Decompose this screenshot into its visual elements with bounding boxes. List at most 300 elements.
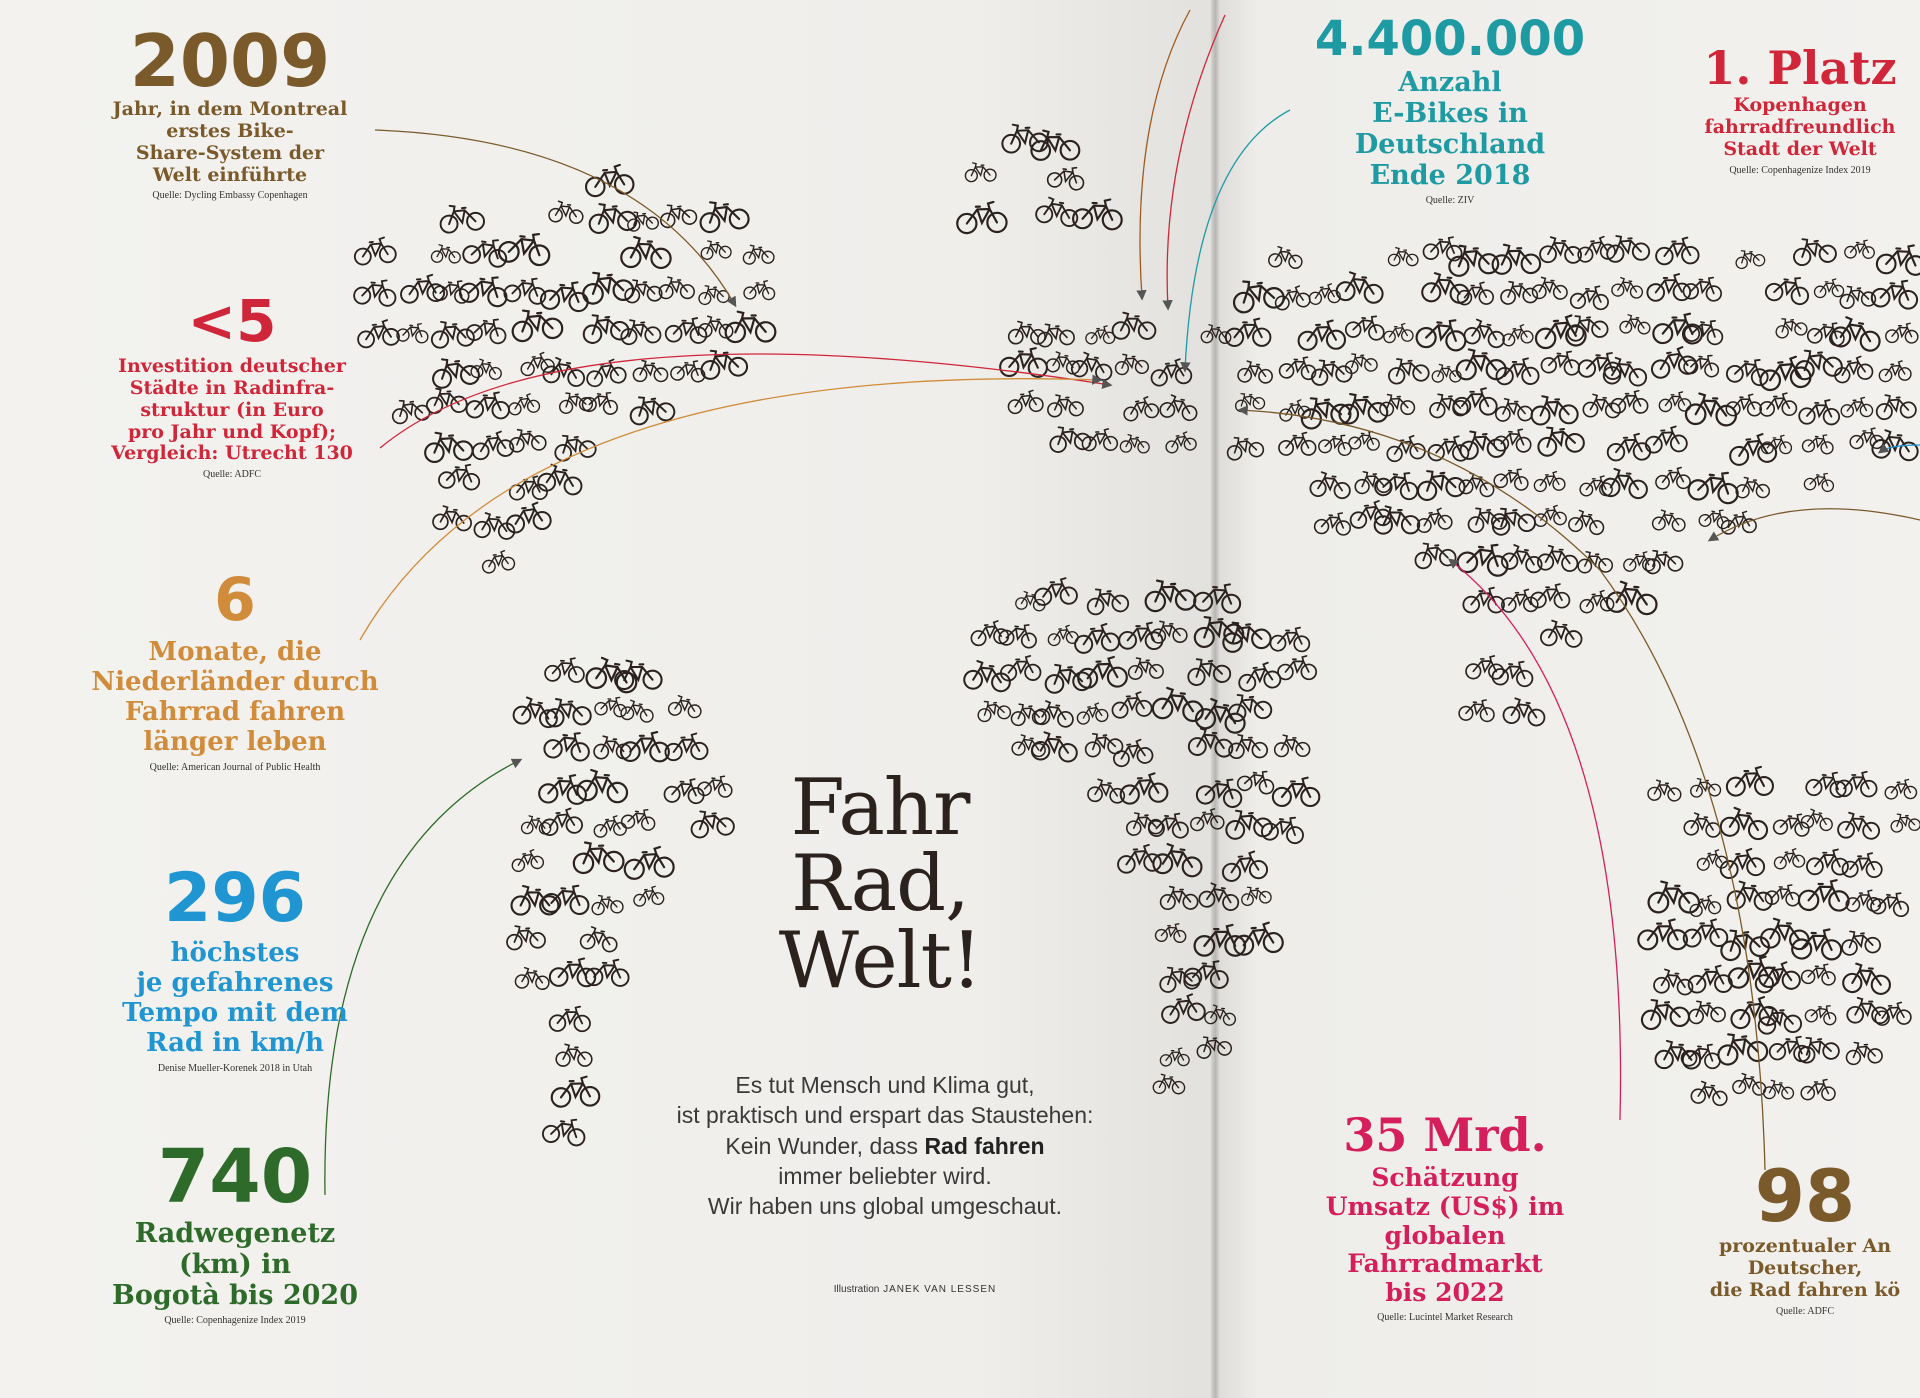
fact-prozent-source: Quelle: ADFC bbox=[1775, 1305, 1835, 1317]
bicycle-drawing bbox=[542, 1116, 587, 1147]
fact-platz-text: Kopenhagen fahrradfreundlich Stadt der Welt bbox=[1704, 94, 1896, 160]
bicycle-drawing bbox=[1160, 993, 1205, 1024]
bicycle-drawing bbox=[1773, 848, 1805, 869]
bicycle-drawing bbox=[1653, 969, 1693, 995]
bicycle-drawing bbox=[1308, 283, 1341, 305]
fact-tempo-text: höchstes je gefahrenes Tempo mit dem Rad in km/h bbox=[122, 938, 348, 1058]
bicycle-drawing bbox=[540, 808, 582, 836]
fact-bogota-source: Quelle: Copenhagenize Index 2019 bbox=[164, 1315, 306, 1327]
bicycle-drawing bbox=[1190, 808, 1225, 831]
bicycle-drawing bbox=[699, 347, 748, 380]
intro-line-5: Wir haben uns global umgeschaut. bbox=[707, 1193, 1063, 1220]
bicycle-drawing bbox=[1031, 731, 1078, 762]
fact-monate-value: 6 bbox=[214, 565, 256, 635]
bicycle-drawing bbox=[1310, 471, 1352, 499]
bicycle-drawing bbox=[1414, 540, 1457, 569]
bicycle-drawing bbox=[1607, 433, 1650, 460]
bicycle-drawing bbox=[1186, 655, 1231, 685]
bicycle-drawing bbox=[1653, 313, 1702, 343]
fact-bogota bbox=[60, 1134, 410, 1327]
bicycle-drawing bbox=[1345, 313, 1386, 341]
bicycle-drawing bbox=[1501, 589, 1538, 612]
fact-umsatz-source: Quelle: Lucintel Market Research bbox=[1377, 1311, 1513, 1323]
bicycle-drawing bbox=[700, 239, 731, 259]
fact-ebikes-text: Anzahl E-Bikes in Deutschland Ende 2018 bbox=[1354, 67, 1546, 192]
credit-label: Illustration bbox=[833, 1284, 880, 1295]
bicycle-drawing bbox=[511, 307, 563, 342]
bicycle-drawing bbox=[462, 236, 509, 268]
bicycle-drawing bbox=[1112, 738, 1154, 767]
fact-bogota-text: Radwegenetz (km) in Bogotà bis 2020 bbox=[112, 1218, 358, 1312]
bicycle-drawing bbox=[670, 359, 705, 382]
bicycle-drawing bbox=[1009, 321, 1046, 343]
bicycle-drawing bbox=[1007, 390, 1043, 414]
bicycle-drawing bbox=[1540, 620, 1582, 647]
bicycle-drawing bbox=[400, 274, 445, 303]
bicycle-drawing bbox=[1620, 314, 1651, 334]
bicycle-drawing bbox=[431, 355, 480, 389]
bicycle-drawing bbox=[582, 389, 619, 415]
bicycle-drawing bbox=[620, 318, 661, 345]
bicycle-drawing bbox=[1792, 928, 1842, 959]
bicycle-drawing bbox=[965, 162, 996, 182]
bicycle-drawing bbox=[594, 736, 631, 759]
bicycle-drawing bbox=[1011, 702, 1047, 725]
bicycle-drawing bbox=[1047, 394, 1083, 417]
bicycle-drawing bbox=[1188, 728, 1233, 757]
fact-montreal-value: 2009 bbox=[129, 19, 331, 103]
fact-prozent-text: prozentualer An Deutscher, die Rad fahren kö bbox=[1709, 1235, 1901, 1301]
bicycle-drawing bbox=[1336, 271, 1385, 303]
bicycle-drawing bbox=[743, 244, 774, 264]
bicycle-drawing bbox=[1806, 770, 1847, 797]
bicycle-drawing bbox=[1012, 734, 1046, 757]
intro-line-4: immer beliebter wird. bbox=[778, 1163, 992, 1190]
illustration-credit bbox=[780, 1284, 1050, 1295]
fact-umsatz-value: 35 Mrd. bbox=[1343, 1108, 1547, 1162]
bicycle-drawing bbox=[591, 893, 624, 915]
bicycle-drawing bbox=[1279, 355, 1316, 379]
bicycle-drawing bbox=[1086, 586, 1129, 616]
bicycle-drawing bbox=[1119, 773, 1168, 805]
credit-name: JANEK VAN LESSEN bbox=[883, 1284, 997, 1295]
bicycle-drawing bbox=[474, 512, 516, 539]
bicycle-drawing bbox=[1870, 890, 1910, 917]
bicycle-drawing bbox=[1652, 510, 1686, 532]
bicycle-drawing bbox=[481, 549, 516, 573]
bicycle-drawing bbox=[1195, 1033, 1232, 1059]
intro-line-1: Es tut Mensch und Klima gut, bbox=[735, 1072, 1035, 1098]
bicycle-drawing bbox=[1466, 656, 1504, 679]
bicycle-drawing bbox=[1699, 507, 1731, 529]
bicycle-drawing bbox=[1536, 423, 1585, 457]
bicycle-drawing bbox=[1841, 929, 1881, 956]
bicycle-drawing bbox=[1416, 467, 1466, 501]
bicycle-drawing bbox=[1876, 393, 1917, 420]
bicycle-drawing bbox=[1448, 243, 1499, 277]
fact-umsatz-text: Schätzung Umsatz (US$) im globalen Fahrradmarkt bis 2022 bbox=[1325, 1163, 1565, 1307]
bicycle-drawing bbox=[1876, 244, 1920, 276]
bicycle-drawing bbox=[1656, 467, 1691, 489]
bicycle-drawing bbox=[1387, 356, 1430, 385]
pointer-arrow bbox=[360, 379, 1100, 640]
bicycle-drawing bbox=[1270, 627, 1310, 652]
bicycle-drawing bbox=[1683, 317, 1724, 345]
bicycle-drawing bbox=[513, 696, 560, 728]
bicycle-drawing bbox=[1122, 396, 1159, 422]
bicycle-drawing bbox=[1119, 622, 1163, 649]
bicycle-drawing bbox=[1801, 962, 1836, 985]
bicycle-drawing bbox=[1683, 352, 1720, 378]
bicycle-drawing bbox=[963, 660, 1011, 692]
bicycle-drawing bbox=[594, 695, 627, 717]
bicycle-drawing bbox=[1691, 1081, 1729, 1106]
bicycle-drawing bbox=[1726, 394, 1761, 416]
bicycle-drawing bbox=[1457, 349, 1506, 379]
bicycle-drawing bbox=[659, 201, 698, 228]
bicycle-drawing bbox=[1459, 429, 1506, 459]
bicycle-drawing bbox=[1221, 850, 1268, 881]
bicycle-drawing bbox=[1492, 244, 1540, 274]
pointer-arrow bbox=[1167, 15, 1225, 308]
bicycle-drawing bbox=[1492, 660, 1534, 687]
bicycle-drawing bbox=[1463, 318, 1506, 348]
bicycle-drawing bbox=[1799, 879, 1849, 910]
bicycle-drawing bbox=[1047, 624, 1079, 646]
bicycle-drawing bbox=[633, 886, 664, 907]
bicycle-drawing bbox=[539, 774, 587, 805]
bicycle-drawing bbox=[1415, 507, 1452, 533]
bicycle-drawing bbox=[390, 396, 430, 424]
bicycle-drawing bbox=[537, 463, 584, 495]
bicycle-drawing bbox=[1204, 1004, 1236, 1025]
bicycle-drawing bbox=[1221, 618, 1272, 653]
bicycle-drawing bbox=[1159, 394, 1199, 421]
bicycle-drawing bbox=[506, 924, 546, 950]
bicycle-drawing bbox=[1805, 1002, 1838, 1025]
bicycle-drawing bbox=[1606, 581, 1658, 615]
bicycle-drawing bbox=[1298, 320, 1345, 350]
fact-tempo bbox=[60, 859, 410, 1074]
bicycle-drawing bbox=[1388, 248, 1418, 266]
bicycle-drawing bbox=[1120, 434, 1150, 453]
bicycle-drawing bbox=[1493, 466, 1529, 491]
bicycle-drawing bbox=[957, 202, 1007, 234]
bicycle-drawing bbox=[1047, 164, 1086, 191]
bicycle-drawing bbox=[621, 807, 656, 830]
bicycle-drawing bbox=[1583, 394, 1621, 418]
bicycle-drawing bbox=[507, 393, 540, 416]
bicycle-drawing bbox=[1076, 702, 1109, 725]
bicycle-drawing bbox=[471, 358, 503, 379]
pointer-arrow bbox=[1140, 10, 1190, 298]
bicycle-drawing bbox=[1845, 1041, 1882, 1065]
bicycle-drawing bbox=[1541, 349, 1581, 376]
bicycle-drawing bbox=[998, 621, 1038, 648]
bicycle-drawing bbox=[1084, 730, 1124, 757]
bicycle-drawing bbox=[1885, 779, 1917, 799]
bicycle-drawing bbox=[1843, 963, 1892, 995]
bicycle-drawing bbox=[550, 1006, 591, 1031]
fact-investition-value: <5 bbox=[187, 287, 277, 355]
bicycle-drawing bbox=[511, 886, 558, 915]
bicycle-drawing bbox=[509, 427, 547, 452]
bicycle-drawing bbox=[1234, 390, 1265, 412]
bicycle-drawing bbox=[353, 237, 396, 266]
fact-prozent bbox=[1690, 1160, 1920, 1317]
bicycle-drawing bbox=[1696, 849, 1728, 871]
bicycle-drawing bbox=[1160, 886, 1197, 909]
bicycle-drawing bbox=[584, 164, 634, 197]
fact-montreal-source: Quelle: Dycling Embassy Copenhagen bbox=[152, 190, 308, 202]
bicycle-drawing bbox=[1071, 351, 1114, 381]
bicycle-drawing bbox=[1344, 351, 1378, 374]
bicycle-drawing bbox=[1624, 552, 1655, 572]
bicycle-drawing bbox=[1074, 623, 1120, 654]
pointer-arrow bbox=[1185, 110, 1290, 370]
bicycle-drawing bbox=[1796, 1033, 1840, 1064]
bicycle-drawing bbox=[1196, 775, 1244, 808]
bicycle-drawing bbox=[1534, 314, 1586, 348]
bicycle-drawing bbox=[1814, 279, 1844, 298]
bicycle-drawing bbox=[1804, 471, 1835, 492]
bicycle-drawing bbox=[623, 846, 674, 879]
bicycle-drawing bbox=[1878, 360, 1911, 382]
fact-platz-source: Quelle: Copenhagenize Index 2019 bbox=[1729, 164, 1871, 176]
fact-montreal bbox=[80, 19, 380, 202]
bicycle-drawing bbox=[1240, 884, 1272, 906]
bicycle-drawing bbox=[1422, 273, 1470, 304]
bicycle-drawing bbox=[1227, 691, 1272, 721]
bicycle-drawing bbox=[1044, 662, 1092, 694]
bicycle-drawing bbox=[1765, 273, 1811, 305]
bicycle-drawing bbox=[976, 698, 1011, 722]
bicycle-drawing bbox=[1611, 391, 1648, 413]
bicycle-drawing bbox=[540, 280, 589, 312]
bicycle-drawing bbox=[424, 430, 473, 462]
intro-line-3-start: Kein Wunder, dass bbox=[725, 1132, 925, 1159]
bicycle-drawing bbox=[1383, 323, 1413, 343]
bicycle-drawing bbox=[1155, 923, 1186, 943]
bicycle-drawing bbox=[1001, 656, 1041, 681]
bicycle-drawing bbox=[1226, 319, 1271, 346]
bicycle-drawing bbox=[1416, 316, 1468, 351]
bicycle-drawing bbox=[1034, 578, 1077, 606]
bicycle-drawing bbox=[1279, 433, 1316, 456]
bicycle-drawing bbox=[1645, 426, 1687, 453]
bicycle-drawing bbox=[1164, 431, 1197, 454]
bicycle-drawing bbox=[1198, 882, 1240, 911]
fact-investition-text: Investition deutscher Städte in Radinfra- struktur (in Euro pro Jahr und Kopf); Vergleich: Utrecht 130 bbox=[111, 355, 353, 465]
bicycle-drawing bbox=[1531, 584, 1570, 608]
bicycle-drawing bbox=[1534, 471, 1566, 492]
bicycle-drawing bbox=[668, 695, 703, 719]
bicycle-drawing bbox=[1349, 500, 1392, 529]
bicycle-drawing bbox=[1463, 588, 1504, 613]
bicycle-drawing bbox=[1801, 808, 1834, 831]
bicycle-drawing bbox=[1734, 248, 1765, 270]
bicycle-drawing bbox=[1792, 235, 1837, 266]
bicycle-drawing bbox=[586, 959, 630, 986]
bicycle-drawing bbox=[1648, 780, 1681, 801]
intro-line-2: ist praktisch und erspart das Staustehen: bbox=[676, 1102, 1094, 1129]
bicycle-drawing bbox=[1726, 356, 1770, 386]
bicycle-drawing bbox=[1226, 434, 1265, 461]
bicycle-drawing bbox=[1115, 353, 1149, 375]
bicycle-drawing bbox=[1850, 428, 1883, 448]
bicycle-drawing bbox=[1830, 316, 1882, 352]
bicycle-drawing bbox=[1726, 767, 1773, 796]
bicycle-drawing bbox=[1073, 198, 1123, 229]
fact-umsatz bbox=[1295, 1108, 1595, 1323]
bicycle-drawing bbox=[1501, 324, 1534, 347]
pointer-arrow bbox=[1710, 509, 1920, 540]
bicycle-drawing bbox=[459, 272, 510, 307]
bicycle-drawing bbox=[1278, 656, 1316, 680]
bicycle-drawing bbox=[521, 816, 551, 834]
bicycle-drawing bbox=[1886, 323, 1919, 343]
bicycle-drawing bbox=[431, 319, 475, 348]
bicycle-drawing bbox=[498, 230, 551, 266]
bicycle-drawing bbox=[1687, 468, 1740, 504]
bicycle-drawing bbox=[1841, 397, 1873, 417]
bicycle-drawing bbox=[659, 277, 694, 298]
bicycle-drawing bbox=[1540, 237, 1582, 263]
bicycle-drawing bbox=[1728, 433, 1777, 466]
fact-tempo-source: Denise Mueller-Korenek 2018 in Utah bbox=[157, 1062, 313, 1074]
bicycle-drawing bbox=[1570, 285, 1609, 310]
bicycle-drawing bbox=[1875, 1002, 1912, 1025]
bicycle-drawing bbox=[1128, 657, 1164, 680]
bicycle-drawing bbox=[1237, 661, 1281, 691]
bicycle-drawing bbox=[1683, 919, 1727, 947]
bicycle-drawing bbox=[1839, 284, 1876, 309]
intro-line-3-bold: Rad fahren bbox=[924, 1132, 1045, 1159]
bicycle-drawing bbox=[1126, 811, 1163, 835]
bicycle-drawing bbox=[665, 316, 707, 343]
bicycle-drawing bbox=[1720, 807, 1769, 841]
bicycle-drawing bbox=[1763, 1080, 1793, 1099]
bicycle-drawing bbox=[665, 733, 708, 760]
bicycle-drawing bbox=[698, 198, 750, 233]
bicycle-drawing bbox=[1774, 315, 1807, 338]
bicycle-drawing bbox=[553, 431, 597, 462]
bicycle-drawing bbox=[431, 244, 460, 263]
bicycle-drawing bbox=[1034, 700, 1075, 728]
headline-title: Fahr Rad, Welt! bbox=[778, 763, 982, 1006]
bicycle-drawing bbox=[1716, 1030, 1768, 1065]
fact-tempo-value: 296 bbox=[164, 859, 306, 938]
bicycle-drawing bbox=[1268, 246, 1302, 269]
bicycle-drawing bbox=[1638, 919, 1687, 949]
bicycle-drawing bbox=[1568, 509, 1606, 535]
bicycle-drawing bbox=[543, 729, 590, 761]
bicycle-drawing bbox=[585, 358, 627, 387]
bicycle-drawing bbox=[1802, 433, 1834, 455]
bicycle-drawing bbox=[725, 311, 775, 342]
pointer-arrow bbox=[1450, 560, 1621, 1120]
fact-ebikes-source: Quelle: ZIV bbox=[1425, 195, 1475, 207]
bicycle-drawing bbox=[1274, 735, 1309, 757]
bicycle-drawing bbox=[1113, 313, 1156, 339]
bicycle-drawing bbox=[1611, 277, 1643, 299]
bicycle-drawing bbox=[1537, 545, 1578, 571]
bicycle-drawing bbox=[1846, 890, 1880, 911]
fact-monate-text: Monate, die Niederländer durch Fahrrad fahren länger leben bbox=[91, 637, 379, 757]
bicycle-drawing bbox=[1318, 432, 1353, 456]
bicycle-drawing bbox=[438, 463, 480, 490]
fact-ebikes-value: 4.400.000 bbox=[1314, 11, 1586, 67]
bicycle-drawing bbox=[515, 967, 550, 990]
bicycle-drawing bbox=[1496, 398, 1533, 421]
bicycle-drawing bbox=[466, 315, 508, 344]
bicycle-drawing bbox=[1659, 392, 1691, 412]
bicycle-drawing bbox=[1031, 130, 1079, 160]
bicycle-drawing bbox=[1799, 399, 1840, 425]
bicycle-drawing bbox=[1871, 278, 1918, 309]
bicycle-drawing bbox=[1688, 999, 1726, 1024]
bicycle-drawing bbox=[1578, 350, 1623, 380]
bicycle-drawing bbox=[633, 360, 667, 381]
bicycle-drawing bbox=[1194, 582, 1242, 613]
intro-text bbox=[655, 1070, 1115, 1222]
bicycle-drawing bbox=[1501, 544, 1544, 574]
bicycle-drawing bbox=[1145, 579, 1196, 612]
fact-investition-source: Quelle: ADFC bbox=[202, 469, 262, 481]
bicycle-drawing bbox=[1736, 477, 1769, 498]
bicycle-drawing bbox=[1273, 778, 1319, 806]
bicycle-drawing bbox=[1238, 361, 1273, 383]
bicycle-drawing bbox=[1374, 468, 1420, 500]
bicycle-drawing bbox=[551, 1076, 600, 1107]
bicycle-drawing bbox=[1229, 734, 1268, 758]
bicycle-drawing bbox=[1015, 591, 1046, 611]
bicycle-drawing bbox=[1086, 326, 1115, 344]
bicycle-drawing bbox=[744, 280, 775, 300]
fact-platz-value: 1. Platz bbox=[1703, 45, 1897, 95]
bicycle-drawing bbox=[1890, 812, 1920, 832]
fact-prozent-value: 98 bbox=[1754, 1160, 1856, 1238]
bicycle-drawing bbox=[1237, 768, 1276, 795]
fact-montreal-text: Jahr, in dem Montreal erstes Bike- Share-System der Welt einführte bbox=[112, 98, 348, 186]
bicycle-drawing bbox=[1160, 1048, 1189, 1066]
bicycle-drawing bbox=[1773, 812, 1810, 837]
bicycle-drawing bbox=[519, 351, 555, 376]
bicycle-drawing bbox=[1459, 698, 1495, 721]
bicycle-drawing bbox=[621, 237, 671, 269]
fact-monate bbox=[35, 565, 435, 773]
bicycle-drawing bbox=[1801, 1079, 1835, 1101]
bicycle-drawing bbox=[580, 926, 619, 953]
bicycle-drawing bbox=[549, 201, 584, 224]
bicycle-drawing bbox=[1807, 320, 1846, 346]
fact-ebikes bbox=[1300, 11, 1600, 207]
bicycle-drawing bbox=[1656, 237, 1699, 264]
bicycle-drawing bbox=[1531, 395, 1578, 425]
bicycle-drawing bbox=[1261, 813, 1306, 844]
bicycle-drawing bbox=[1153, 1074, 1185, 1094]
bicycle-drawing bbox=[556, 1044, 592, 1066]
bicycle-drawing bbox=[1088, 779, 1126, 804]
bicycle-drawing bbox=[542, 883, 590, 914]
bicycle-drawing bbox=[1845, 240, 1875, 259]
bicycle-drawing bbox=[690, 808, 735, 838]
fact-bogota-value: 740 bbox=[157, 1134, 313, 1220]
bicycle-drawing bbox=[510, 849, 544, 873]
bicycle-drawing bbox=[1760, 393, 1797, 416]
fact-monate-source: Quelle: American Journal of Public Health bbox=[149, 761, 321, 773]
bicycle-drawing bbox=[1688, 965, 1732, 992]
